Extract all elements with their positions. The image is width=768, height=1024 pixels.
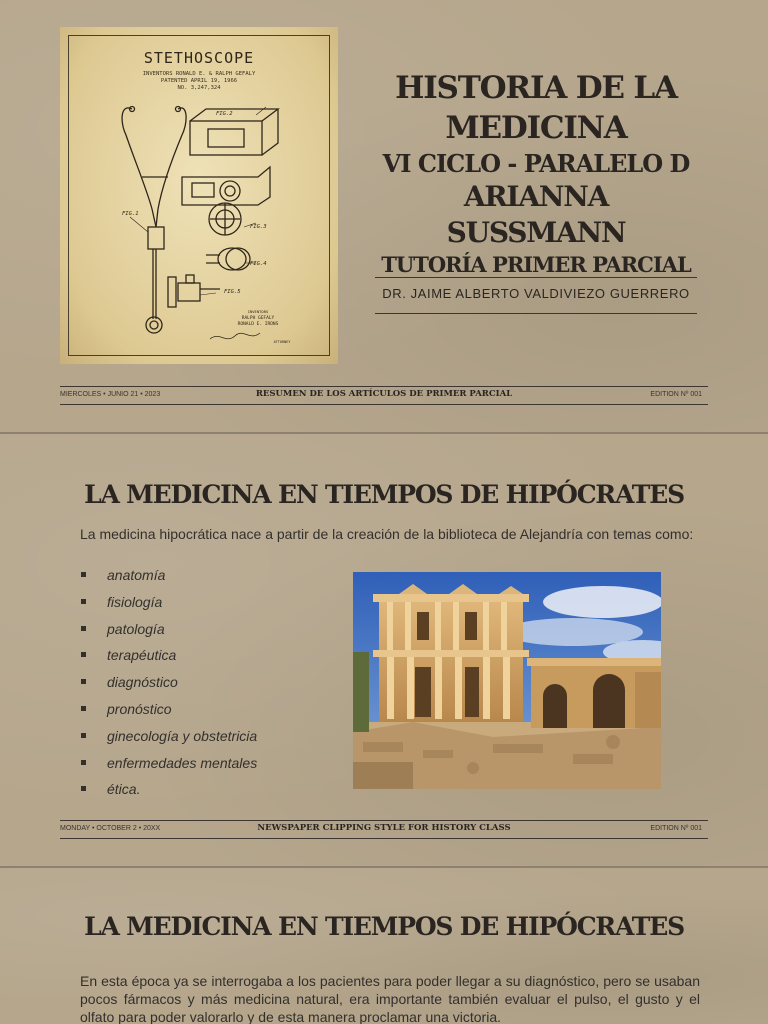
topic-label: patología bbox=[107, 620, 165, 637]
footer-line-top bbox=[60, 386, 708, 387]
list-item bbox=[80, 673, 257, 700]
fig-label-5: FIG.5 bbox=[224, 289, 241, 295]
footer-line-bottom bbox=[60, 404, 708, 405]
author-name: ARIANNA SUSSMANN bbox=[446, 180, 626, 249]
cover-page bbox=[0, 0, 768, 432]
doctor-name: DR. JAIME ALBERTO VALDIVIEZO GUERRERO bbox=[382, 286, 690, 301]
section-heading: LA MEDICINA EN TIEMPOS DE HIPÓCRATES bbox=[84, 912, 684, 941]
intro-paragraph: La medicina hipocrática nace a partir de la creación de la biblioteca de Alejandría con temas como: bbox=[80, 526, 694, 542]
bullet-icon bbox=[81, 786, 86, 791]
bullet-icon bbox=[81, 626, 86, 631]
section-heading: LA MEDICINA EN TIEMPOS DE HIPÓCRATES bbox=[84, 480, 684, 509]
fig-label-4: FIG.4 bbox=[250, 261, 267, 267]
library-ruins-photo bbox=[353, 572, 661, 789]
patent-number-line: NO. 3,247,324 bbox=[177, 85, 221, 91]
list-item bbox=[80, 754, 257, 781]
footer-title: RESUMEN DE LOS ARTÍCULOS DE PRIMER PARCIAL bbox=[255, 389, 513, 399]
footer-line-top bbox=[60, 820, 708, 821]
inventors-caption: INVENTORS bbox=[247, 309, 269, 314]
topic-label: anatomía bbox=[107, 567, 166, 583]
bullet-icon bbox=[81, 706, 86, 711]
inventor-1: RALPH GEFALY bbox=[241, 316, 275, 321]
list-item bbox=[80, 700, 257, 727]
divider-bottom bbox=[375, 313, 697, 314]
page2-footer-bar bbox=[60, 822, 708, 838]
footer-line-bottom bbox=[60, 838, 708, 839]
footer-date: MONDAY • OCTOBER 2 • 20XX bbox=[60, 825, 161, 832]
patent-inventors-line: INVENTORS RONALD E. & RALPH GEFALY bbox=[142, 71, 256, 77]
list-item bbox=[80, 646, 257, 673]
topic-label: diagnóstico bbox=[107, 674, 178, 691]
list-item bbox=[80, 727, 257, 754]
bullet-icon bbox=[81, 599, 86, 604]
stethoscope-patent-drawing bbox=[60, 27, 338, 364]
topic-label: pronóstico bbox=[107, 700, 172, 717]
attorney-signature bbox=[210, 333, 260, 339]
attorney-caption: ATTORNEY bbox=[273, 340, 291, 344]
bullet-icon bbox=[81, 679, 86, 684]
fig-label-2: FIG.2 bbox=[216, 111, 233, 117]
hipocrates-page-2 bbox=[0, 868, 768, 1024]
topic-label: ética. bbox=[107, 781, 141, 798]
title-block bbox=[375, 68, 697, 278]
topic-label: enfermedades mentales bbox=[107, 754, 258, 771]
list-item bbox=[80, 780, 257, 807]
fig-label-1: FIG.1 bbox=[122, 211, 139, 217]
topic-label: terapéutica bbox=[107, 647, 177, 664]
footer-date: MIERCOLES • JUNIO 21 • 2023 bbox=[60, 391, 161, 398]
divider-top bbox=[375, 277, 697, 278]
patent-title: STETHOSCOPE bbox=[143, 49, 255, 67]
footer-edition: EDITION Nº 001 bbox=[650, 391, 702, 398]
patent-date-line: PATENTED APRIL 19, 1966 bbox=[160, 78, 238, 84]
topic-label: fisiología bbox=[107, 593, 163, 610]
hipocrates-page-1 bbox=[0, 434, 768, 866]
cover-footer bbox=[60, 388, 708, 404]
stethoscope-illustration bbox=[60, 27, 338, 364]
topic-label: ginecología y obstetricia bbox=[107, 727, 258, 744]
list-item bbox=[80, 566, 257, 593]
title-line-1: HISTORIA DE LA bbox=[395, 70, 677, 106]
title-line-2: MEDICINA bbox=[445, 110, 627, 146]
bullet-icon bbox=[81, 760, 86, 765]
footer-edition: EDITION Nº 001 bbox=[650, 825, 702, 832]
footer-title: NEWSPAPER CLIPPING STYLE FOR HISTORY CLASS bbox=[257, 823, 511, 833]
list-item bbox=[80, 620, 257, 647]
list-item bbox=[80, 593, 257, 620]
subtitle: VI CICLO - PARALELO D bbox=[382, 149, 690, 178]
inventor-2: RONALD E. IRONS bbox=[237, 322, 279, 327]
topics-list bbox=[80, 566, 257, 807]
body-paragraph: En esta época ya se interrogaba a los pacientes para poder llegar a su diagnóstico, pero se usaban pocos fármacos y más medicina natural, era importante también evaluar el pulso, el gusto y el olfato para poder valorarlo y de esta manera proclamar una victoria. bbox=[80, 973, 700, 1024]
fig-label-3: FIG.3 bbox=[250, 224, 267, 230]
bullet-icon bbox=[81, 733, 86, 738]
bullet-icon bbox=[81, 572, 86, 577]
bullet-icon bbox=[81, 652, 86, 657]
tutoria-label: TUTORÍA PRIMER PARCIAL bbox=[381, 252, 691, 277]
